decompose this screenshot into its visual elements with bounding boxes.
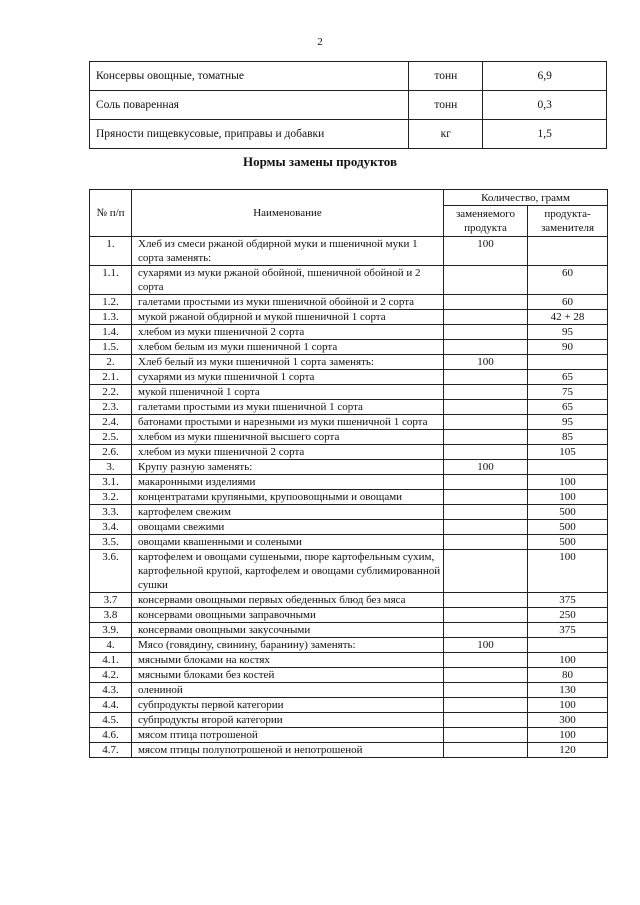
row-replaced-qty	[444, 535, 528, 550]
row-name: консервами овощными первых обеденных блюд без мяса	[132, 593, 444, 608]
row-name: субпродукты первой категории	[132, 698, 444, 713]
row-name: консервами овощными закусочными	[132, 623, 444, 638]
supply-row	[90, 62, 607, 91]
row-number: 4.5.	[90, 713, 132, 728]
row-number: 3.7	[90, 593, 132, 608]
row-replacement-qty: 42 + 28	[528, 310, 608, 325]
row-replaced-qty	[444, 713, 528, 728]
table-row	[90, 683, 608, 698]
row-number: 1.2.	[90, 295, 132, 310]
table-row	[90, 728, 608, 743]
supply-unit: тонн	[409, 91, 483, 120]
row-replaced-qty	[444, 385, 528, 400]
row-replacement-qty: 65	[528, 370, 608, 385]
section-title: Нормы замены продуктов	[243, 154, 397, 169]
row-name: хлебом белым из муки пшеничной 1 сорта	[132, 340, 444, 355]
row-name: батонами простыми и нарезными из муки пшеничной 1 сорта	[132, 415, 444, 430]
row-name: хлебом из муки пшеничной высшего сорта	[132, 430, 444, 445]
table-row	[90, 295, 608, 310]
row-replaced-qty	[444, 400, 528, 415]
row-name: овощами свежими	[132, 520, 444, 535]
row-number: 4.3.	[90, 683, 132, 698]
row-name: хлебом из муки пшеничной 2 сорта	[132, 445, 444, 460]
row-name: мукой пшеничной 1 сорта	[132, 385, 444, 400]
row-replacement-qty: 60	[528, 266, 608, 295]
table-row	[90, 520, 608, 535]
row-replacement-qty: 100	[528, 490, 608, 505]
row-replaced-qty	[444, 623, 528, 638]
supply-name: Консервы овощные, томатные	[90, 62, 409, 91]
row-number: 4.7.	[90, 743, 132, 758]
row-replaced-qty	[444, 520, 528, 535]
row-replacement-qty: 300	[528, 713, 608, 728]
table-row	[90, 505, 608, 520]
replacement-norms-table	[89, 189, 608, 758]
row-number: 3.6.	[90, 550, 132, 593]
supply-value: 6,9	[483, 62, 607, 91]
table-row	[90, 713, 608, 728]
row-replaced-qty	[444, 310, 528, 325]
row-replacement-qty: 500	[528, 505, 608, 520]
table-row	[90, 668, 608, 683]
row-name: сухарями из муки ржаной обойной, пшеничной обойной и 2 сорта	[132, 266, 444, 295]
row-replacement-qty: 80	[528, 668, 608, 683]
row-replaced-qty	[444, 415, 528, 430]
supply-value: 1,5	[483, 120, 607, 149]
row-name: картофелем и овощами сушеными, пюре картофельным сухим, картофельной крупой, картофелем и овощами сублимированной сушки	[132, 550, 444, 593]
row-replacement-qty: 100	[528, 475, 608, 490]
row-replaced-qty	[444, 653, 528, 668]
row-replacement-qty: 100	[528, 550, 608, 593]
row-replacement-qty: 250	[528, 608, 608, 623]
table-row	[90, 430, 608, 445]
row-replaced-qty	[444, 475, 528, 490]
row-replacement-qty: 75	[528, 385, 608, 400]
table-row	[90, 743, 608, 758]
row-number: 1.5.	[90, 340, 132, 355]
row-number: 2.1.	[90, 370, 132, 385]
row-replaced-qty	[444, 325, 528, 340]
row-replacement-qty	[528, 237, 608, 266]
table-row	[90, 593, 608, 608]
header-replacement-product: продукта-заменителя	[528, 206, 608, 237]
row-number: 3.1.	[90, 475, 132, 490]
row-replacement-qty	[528, 460, 608, 475]
table-row	[90, 325, 608, 340]
row-replacement-qty: 95	[528, 415, 608, 430]
row-number: 3.	[90, 460, 132, 475]
table-row	[90, 475, 608, 490]
page-number: 2	[317, 36, 323, 48]
row-replaced-qty	[444, 505, 528, 520]
row-replacement-qty: 100	[528, 728, 608, 743]
category-row	[90, 237, 608, 266]
row-replacement-qty: 500	[528, 535, 608, 550]
row-name: хлебом из муки пшеничной 2 сорта	[132, 325, 444, 340]
header-name: Наименование	[132, 190, 444, 237]
table-row	[90, 490, 608, 505]
row-number: 2.5.	[90, 430, 132, 445]
row-name: галетами простыми из муки пшеничной обойной и 2 сорта	[132, 295, 444, 310]
row-replacement-qty: 375	[528, 623, 608, 638]
category-row	[90, 638, 608, 653]
row-replaced-qty	[444, 728, 528, 743]
row-name: Хлеб из смеси ржаной обдирной муки и пшеничной муки 1 сорта заменять:	[132, 237, 444, 266]
row-replaced-qty	[444, 430, 528, 445]
category-row	[90, 460, 608, 475]
row-number: 2.4.	[90, 415, 132, 430]
row-replaced-qty	[444, 490, 528, 505]
row-replaced-qty	[444, 683, 528, 698]
row-replaced-qty: 100	[444, 638, 528, 653]
supplies-table	[89, 61, 607, 149]
row-name: мясными блоками на костях	[132, 653, 444, 668]
row-replaced-qty: 100	[444, 355, 528, 370]
row-replaced-qty	[444, 743, 528, 758]
row-replacement-qty: 60	[528, 295, 608, 310]
table-row	[90, 415, 608, 430]
row-replacement-qty: 90	[528, 340, 608, 355]
row-replacement-qty: 105	[528, 445, 608, 460]
row-replacement-qty: 130	[528, 683, 608, 698]
category-row	[90, 355, 608, 370]
row-number: 1.3.	[90, 310, 132, 325]
table-row	[90, 385, 608, 400]
supply-row	[90, 120, 607, 149]
row-name: Крупу разную заменять:	[132, 460, 444, 475]
row-name: консервами овощными заправочными	[132, 608, 444, 623]
table-row	[90, 653, 608, 668]
table-row	[90, 623, 608, 638]
table-row	[90, 608, 608, 623]
row-name: овощами квашенными и солеными	[132, 535, 444, 550]
row-name: мясными блоками без костей	[132, 668, 444, 683]
row-name: макаронными изделиями	[132, 475, 444, 490]
row-replacement-qty: 120	[528, 743, 608, 758]
row-replaced-qty	[444, 295, 528, 310]
row-number: 4.2.	[90, 668, 132, 683]
row-replaced-qty: 100	[444, 237, 528, 266]
table-row	[90, 400, 608, 415]
row-replaced-qty	[444, 593, 528, 608]
row-replacement-qty: 375	[528, 593, 608, 608]
table-row	[90, 266, 608, 295]
row-number: 4.4.	[90, 698, 132, 713]
row-replacement-qty: 85	[528, 430, 608, 445]
row-replaced-qty	[444, 370, 528, 385]
row-replaced-qty	[444, 266, 528, 295]
row-number: 4.1.	[90, 653, 132, 668]
row-number: 4.	[90, 638, 132, 653]
row-replacement-qty	[528, 355, 608, 370]
supply-value: 0,3	[483, 91, 607, 120]
row-name: галетами простыми из муки пшеничной 1 сорта	[132, 400, 444, 415]
row-number: 3.2.	[90, 490, 132, 505]
row-name: олениной	[132, 683, 444, 698]
row-number: 3.4.	[90, 520, 132, 535]
row-name: мясом птицы полупотрошеной и непотрошеной	[132, 743, 444, 758]
table-row	[90, 535, 608, 550]
table-row	[90, 340, 608, 355]
row-replaced-qty	[444, 668, 528, 683]
table-row	[90, 698, 608, 713]
row-name: Мясо (говядину, свинину, баранину) заменять:	[132, 638, 444, 653]
row-number: 1.4.	[90, 325, 132, 340]
row-name: картофелем свежим	[132, 505, 444, 520]
row-replaced-qty	[444, 608, 528, 623]
table-row	[90, 370, 608, 385]
supply-unit: кг	[409, 120, 483, 149]
row-name: мукой ржаной обдирной и мукой пшеничной 1 сорта	[132, 310, 444, 325]
supply-unit: тонн	[409, 62, 483, 91]
row-name: сухарями из муки пшеничной 1 сорта	[132, 370, 444, 385]
row-name: субпродукты второй категории	[132, 713, 444, 728]
row-replaced-qty	[444, 445, 528, 460]
row-number: 3.8	[90, 608, 132, 623]
header-number: № п/п	[90, 190, 132, 237]
row-replaced-qty: 100	[444, 460, 528, 475]
row-number: 2.6.	[90, 445, 132, 460]
row-number: 3.9.	[90, 623, 132, 638]
row-replacement-qty: 95	[528, 325, 608, 340]
row-name: концентратами крупяными, крупоовощными и овощами	[132, 490, 444, 505]
row-replacement-qty	[528, 638, 608, 653]
header-replaced-product: заменяемого продукта	[444, 206, 528, 237]
supply-name: Пряности пищевкусовые, приправы и добавки	[90, 120, 409, 149]
header-quantity: Количество, грамм	[444, 190, 608, 206]
row-name: мясом птица потрошеной	[132, 728, 444, 743]
row-number: 2.	[90, 355, 132, 370]
table-row	[90, 445, 608, 460]
supply-name: Соль поваренная	[90, 91, 409, 120]
row-number: 3.3.	[90, 505, 132, 520]
row-number: 1.	[90, 237, 132, 266]
row-number: 2.2.	[90, 385, 132, 400]
row-replacement-qty: 100	[528, 698, 608, 713]
row-replacement-qty: 500	[528, 520, 608, 535]
supply-row	[90, 91, 607, 120]
row-name: Хлеб белый из муки пшеничной 1 сорта заменять:	[132, 355, 444, 370]
row-replaced-qty	[444, 550, 528, 593]
table-row	[90, 310, 608, 325]
row-replacement-qty: 100	[528, 653, 608, 668]
row-number: 4.6.	[90, 728, 132, 743]
row-number: 1.1.	[90, 266, 132, 295]
row-replaced-qty	[444, 340, 528, 355]
row-replacement-qty: 65	[528, 400, 608, 415]
row-replaced-qty	[444, 698, 528, 713]
row-number: 2.3.	[90, 400, 132, 415]
table-row	[90, 550, 608, 593]
row-number: 3.5.	[90, 535, 132, 550]
